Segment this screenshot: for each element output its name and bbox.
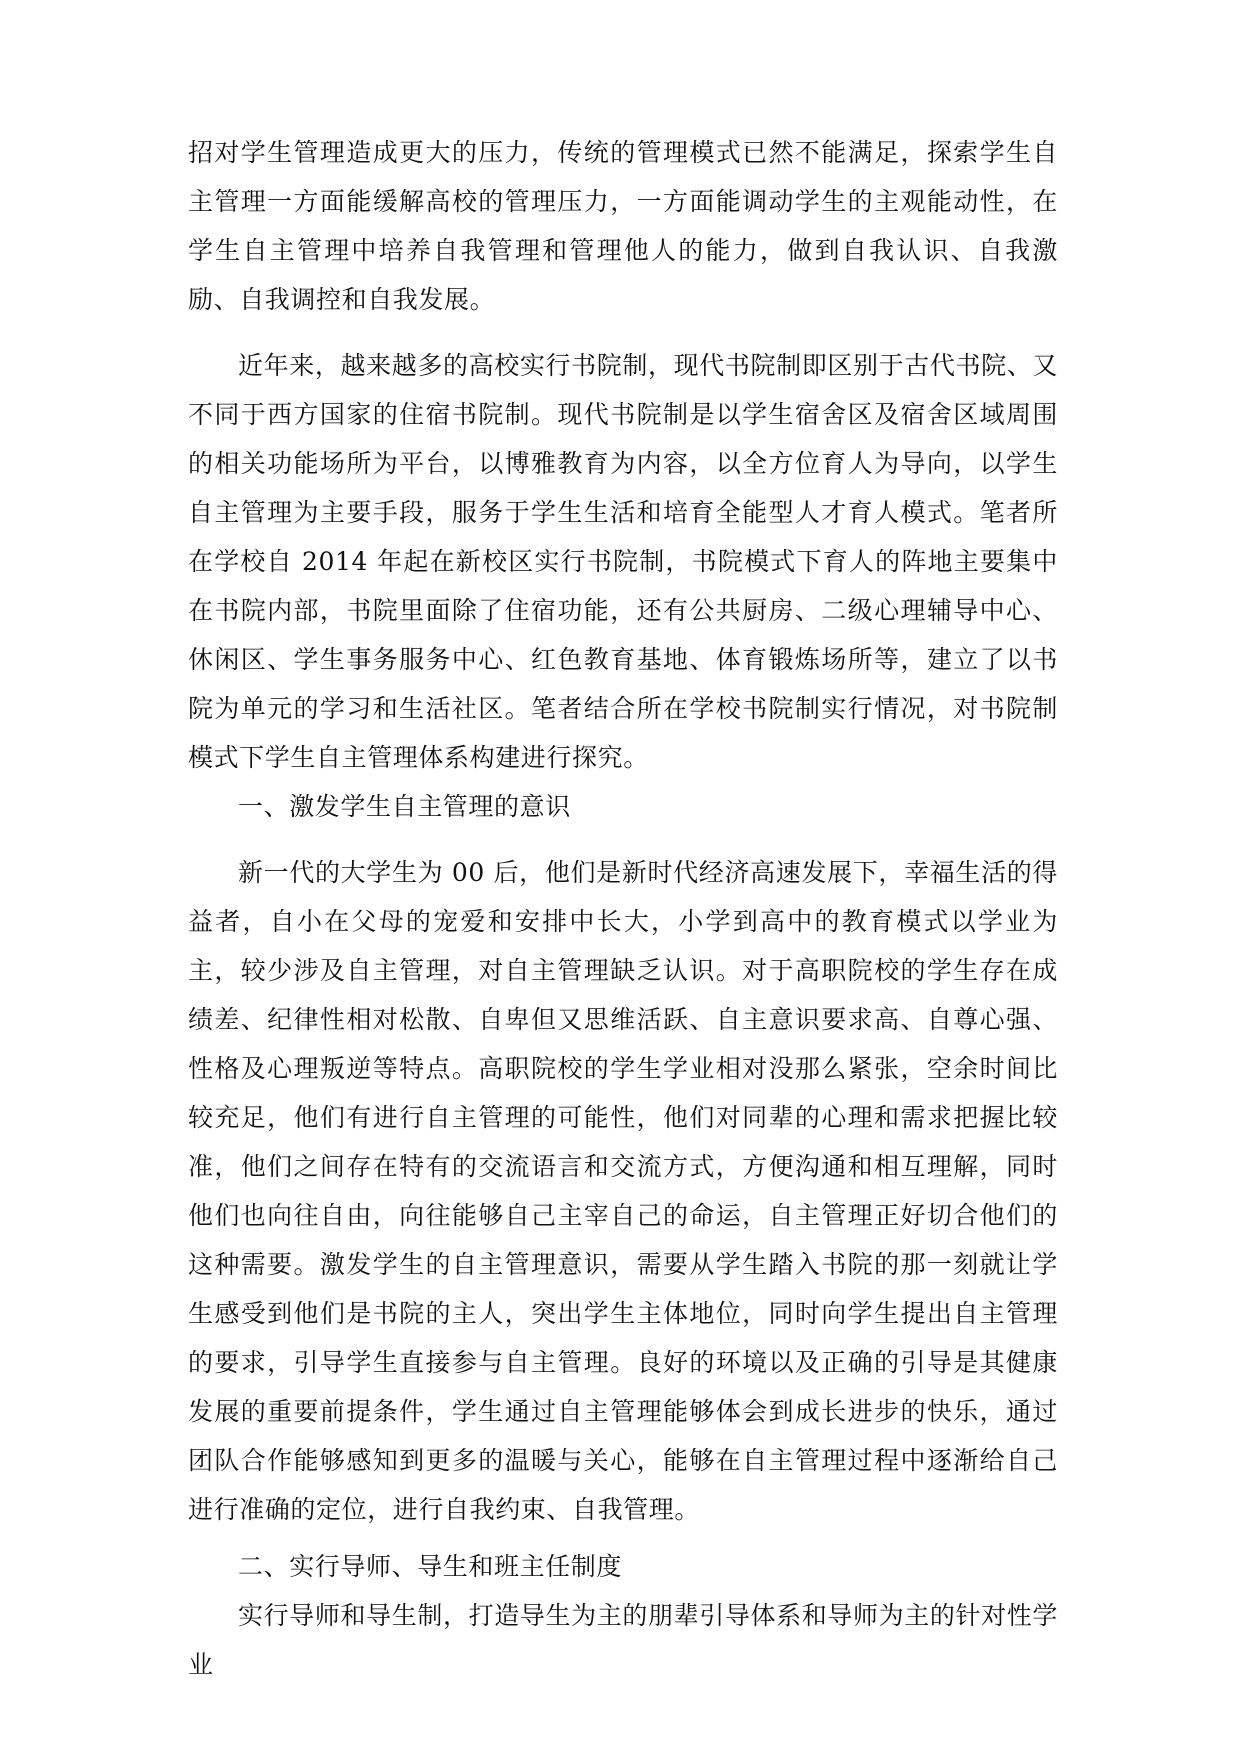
document-page [188, 128, 1058, 1689]
paragraph-section-2: 实行导师和导生制，打造导生为主的朋辈引导体系和导师为主的针对性学业 [188, 1601, 1058, 1679]
paragraph-continued: 招对学生管理造成更大的压力，传统的管理模式已然不能满足，探索学生自主管理一方面能缓解高校的管理压力，一方面能调动学生的主观能动性，在学生自主管理中培养自我管理和管理他人的能力，做到自我认识、自我激励、自我调控和自我发展。 [188, 138, 1058, 314]
paragraph-section-1: 新一代的大学生为 00 后，他们是新时代经济高速发展下，幸福生活的得益者，自小在父母的宠爱和安排中长大，小学到高中的教育模式以学业为主，较少涉及自主管理，对自主管理缺乏认识。对于高职院校的学生存在成绩差、纪律性相对松散、自卑但又思维活跃、自主意识要求高、自尊心强、性格及心理叛逆等特点。高职院校的学生学业相对没那么紧张，空余时间比较充足，他们有进行自主管理的可能性，他们对同辈的心理和需求把握比较准，他们之间存在特有的交流语言和交流方式，方便沟通和相互理解，同时他们也向往自由，向往能够自己主宰自己的命运，自主管理正好切合他们的这种需要。激发学生的自主管理意识，需要从学生踏入书院的那一刻就让学生感受到他们是书院的主人，突出学生主体地位，同时向学生提出自主管理的要求，引导学生直接参与自主管理。良好的环境以及正确的引导是其健康发展的重要前提条件，学生通过自主管理能够体会到成长进步的快乐，通过团队合作能够感知到更多的温暖与关心，能够在自主管理过程中逐渐给自己进行准确的定位，进行自我约束、自我管理。 [188, 858, 1058, 1524]
section-heading-1: 一、激发学生自主管理的意识 [238, 792, 571, 821]
section-heading-2: 二、实行导师、导生和班主任制度 [238, 1552, 623, 1581]
paragraph-background: 近年来，越来越多的高校实行书院制，现代书院制即区别于古代书院、又不同于西方国家的住宿书院制。现代书院制是以学生宿舍区及宿舍区域周围的相关功能场所为平台，以博雅教育为内容，以全方位育人为导向，以学生自主管理为主要手段，服务于学生生活和培育全能型人才育人模式。笔者所在学校自 2014 年起在新校区实行书院制，书院模式下育人的阵地主要集中在书院内部，书院里面除了住宿功能，还有公共厨房、二级心理辅导中心、休闲区、学生事务服务中心、红色教育基地、体育锻炼场所等，建立了以书院为单元的学习和生活社区。笔者结合所在学校书院制实行情况，对书院制模式下学生自主管理体系构建进行探究。 [188, 351, 1058, 772]
